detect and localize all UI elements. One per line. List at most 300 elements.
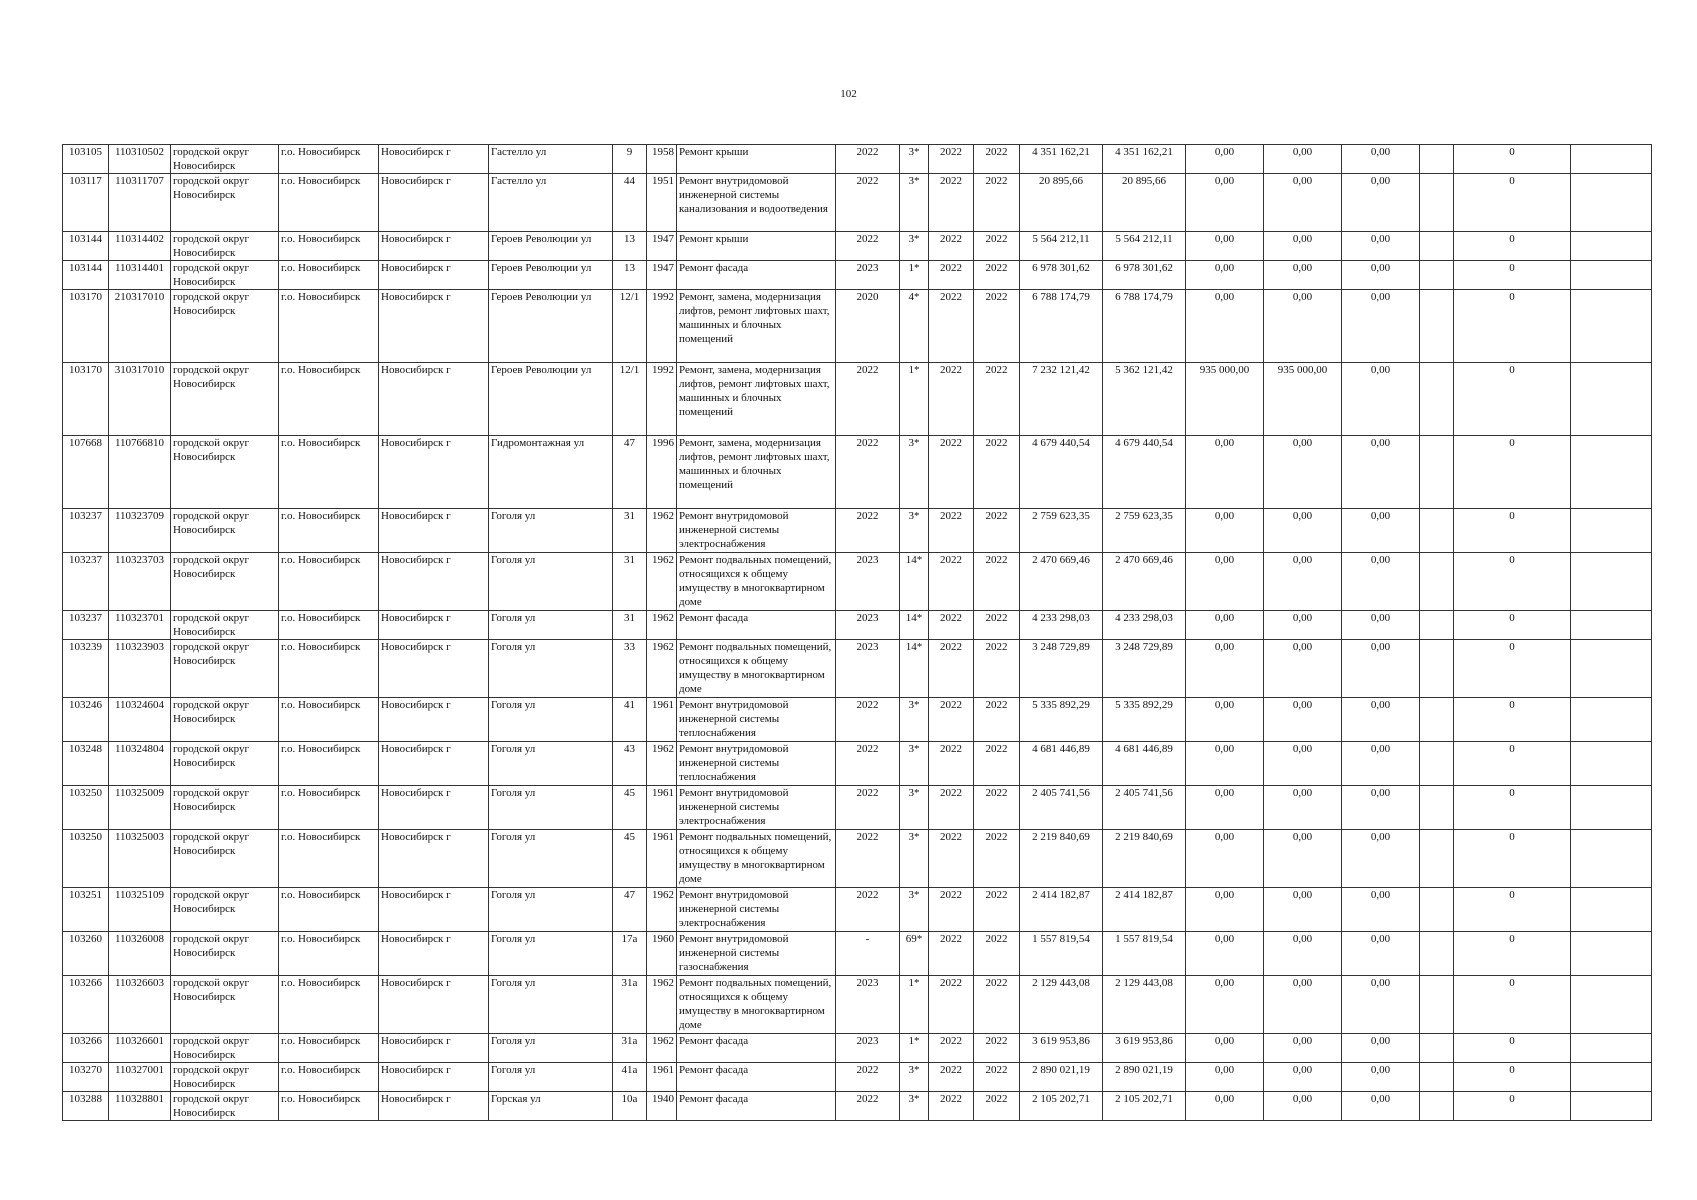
cell-year-end: 2022 [974, 786, 1020, 830]
cell-city: Новосибирск г [379, 1034, 489, 1063]
cell-total-cost: 2 759 623,35 [1020, 509, 1103, 553]
cell-extra-value-1 [1420, 290, 1454, 363]
cell-year-start: 2022 [929, 1034, 974, 1063]
cell-street: Гоголя ул [489, 553, 613, 611]
cell-street: Гоголя ул [489, 509, 613, 553]
cell-street: Гоголя ул [489, 698, 613, 742]
cell-extra-value-1 [1420, 786, 1454, 830]
cell-street: Гоголя ул [489, 830, 613, 888]
cell-municipality: городской округ Новосибирск [171, 145, 279, 174]
cell-record-code: 110325003 [109, 830, 171, 888]
cell-settlement: г.о. Новосибирск [279, 830, 379, 888]
cell-build-year: 1961 [647, 786, 677, 830]
cell-year-start: 2022 [929, 888, 974, 932]
cell-year-start: 2022 [929, 1092, 974, 1121]
cell-work-type: Ремонт внутридомовой инженерной системы электроснабжения [677, 888, 836, 932]
cell-municipality: городской округ Новосибирск [171, 1092, 279, 1121]
cell-municipality: городской округ Новосибирск [171, 742, 279, 786]
table-row [63, 830, 1652, 888]
cell-fund-cost: 4 233 298,03 [1103, 611, 1186, 640]
table-row [63, 232, 1652, 261]
cell-plan-year: 2022 [836, 698, 900, 742]
cell-total-cost: 2 470 669,46 [1020, 553, 1103, 611]
cell-priority: 14* [900, 553, 929, 611]
cell-extra-value-1 [1420, 698, 1454, 742]
cell-extra-value-2: 0 [1454, 145, 1571, 174]
cell-street: Гоголя ул [489, 976, 613, 1034]
cell-budget-value-3: 0,00 [1342, 698, 1420, 742]
cell-work-type: Ремонт крыши [677, 145, 836, 174]
cell-fund-cost: 2 105 202,71 [1103, 1092, 1186, 1121]
cell-budget-value-3: 0,00 [1342, 786, 1420, 830]
cell-extra-value-3 [1571, 1034, 1652, 1063]
cell-fund-cost: 6 978 301,62 [1103, 261, 1186, 290]
cell-fund-cost: 2 759 623,35 [1103, 509, 1186, 553]
table-row [63, 611, 1652, 640]
cell-city: Новосибирск г [379, 509, 489, 553]
cell-municipality: городской округ Новосибирск [171, 976, 279, 1034]
cell-street: Героев Революции ул [489, 363, 613, 436]
cell-plan-year: 2023 [836, 553, 900, 611]
cell-record-code: 110324804 [109, 742, 171, 786]
cell-build-year: 1962 [647, 640, 677, 698]
cell-house-number: 13 [613, 232, 647, 261]
cell-year-end: 2022 [974, 932, 1020, 976]
table-row [63, 640, 1652, 698]
cell-record-code: 110314401 [109, 261, 171, 290]
cell-street: Гастелло ул [489, 145, 613, 174]
cell-extra-value-2: 0 [1454, 932, 1571, 976]
cell-budget-value-3: 0,00 [1342, 509, 1420, 553]
cell-priority: 14* [900, 611, 929, 640]
cell-plan-year: 2022 [836, 1063, 900, 1092]
cell-extra-value-2: 0 [1454, 290, 1571, 363]
cell-municipality: городской округ Новосибирск [171, 436, 279, 509]
cell-settlement: г.о. Новосибирск [279, 932, 379, 976]
cell-record-id: 103237 [63, 509, 109, 553]
cell-extra-value-3 [1571, 261, 1652, 290]
cell-budget-value-3: 0,00 [1342, 145, 1420, 174]
cell-budget-value-1: 0,00 [1186, 830, 1264, 888]
cell-settlement: г.о. Новосибирск [279, 436, 379, 509]
cell-budget-value-1: 935 000,00 [1186, 363, 1264, 436]
table-body [63, 145, 1652, 1121]
cell-budget-value-3: 0,00 [1342, 261, 1420, 290]
cell-budget-value-2: 0,00 [1264, 698, 1342, 742]
cell-city: Новосибирск г [379, 976, 489, 1034]
cell-total-cost: 3 248 729,89 [1020, 640, 1103, 698]
cell-fund-cost: 5 564 212,11 [1103, 232, 1186, 261]
cell-work-type: Ремонт фасада [677, 1034, 836, 1063]
cell-build-year: 1947 [647, 232, 677, 261]
cell-fund-cost: 4 679 440,54 [1103, 436, 1186, 509]
cell-house-number: 31 [613, 553, 647, 611]
cell-year-end: 2022 [974, 145, 1020, 174]
cell-city: Новосибирск г [379, 261, 489, 290]
cell-plan-year: 2022 [836, 436, 900, 509]
cell-record-code: 110314402 [109, 232, 171, 261]
cell-total-cost: 6 788 174,79 [1020, 290, 1103, 363]
cell-budget-value-1: 0,00 [1186, 742, 1264, 786]
cell-year-start: 2022 [929, 1063, 974, 1092]
cell-year-end: 2022 [974, 698, 1020, 742]
cell-year-end: 2022 [974, 742, 1020, 786]
cell-city: Новосибирск г [379, 1092, 489, 1121]
cell-budget-value-3: 0,00 [1342, 232, 1420, 261]
cell-budget-value-2: 0,00 [1264, 174, 1342, 232]
cell-extra-value-1 [1420, 174, 1454, 232]
cell-year-start: 2022 [929, 509, 974, 553]
cell-total-cost: 6 978 301,62 [1020, 261, 1103, 290]
cell-extra-value-3 [1571, 290, 1652, 363]
cell-record-id: 103237 [63, 611, 109, 640]
cell-extra-value-2: 0 [1454, 174, 1571, 232]
cell-priority: 3* [900, 1092, 929, 1121]
cell-plan-year: 2022 [836, 742, 900, 786]
cell-year-end: 2022 [974, 553, 1020, 611]
cell-budget-value-3: 0,00 [1342, 830, 1420, 888]
cell-build-year: 1962 [647, 976, 677, 1034]
cell-record-id: 103250 [63, 786, 109, 830]
cell-extra-value-1 [1420, 976, 1454, 1034]
cell-municipality: городской округ Новосибирск [171, 290, 279, 363]
table-row [63, 742, 1652, 786]
cell-plan-year: 2023 [836, 976, 900, 1034]
cell-extra-value-1 [1420, 261, 1454, 290]
cell-priority: 3* [900, 1063, 929, 1092]
cell-extra-value-2: 0 [1454, 436, 1571, 509]
cell-municipality: городской округ Новосибирск [171, 1063, 279, 1092]
cell-house-number: 41а [613, 1063, 647, 1092]
cell-year-start: 2022 [929, 640, 974, 698]
cell-street: Гоголя ул [489, 611, 613, 640]
cell-budget-value-2: 0,00 [1264, 232, 1342, 261]
cell-priority: 3* [900, 232, 929, 261]
cell-city: Новосибирск г [379, 174, 489, 232]
cell-year-start: 2022 [929, 742, 974, 786]
cell-budget-value-2: 0,00 [1264, 888, 1342, 932]
cell-house-number: 13 [613, 261, 647, 290]
cell-budget-value-3: 0,00 [1342, 611, 1420, 640]
cell-extra-value-1 [1420, 932, 1454, 976]
cell-year-start: 2022 [929, 363, 974, 436]
cell-extra-value-1 [1420, 742, 1454, 786]
cell-budget-value-2: 0,00 [1264, 509, 1342, 553]
table-row [63, 1092, 1652, 1121]
cell-record-code: 110310502 [109, 145, 171, 174]
cell-total-cost: 5 335 892,29 [1020, 698, 1103, 742]
cell-build-year: 1962 [647, 509, 677, 553]
cell-extra-value-2: 0 [1454, 611, 1571, 640]
cell-priority: 3* [900, 698, 929, 742]
cell-budget-value-2: 0,00 [1264, 1063, 1342, 1092]
cell-build-year: 1962 [647, 553, 677, 611]
cell-extra-value-3 [1571, 611, 1652, 640]
cell-budget-value-1: 0,00 [1186, 174, 1264, 232]
cell-build-year: 1951 [647, 174, 677, 232]
cell-year-start: 2022 [929, 553, 974, 611]
cell-build-year: 1960 [647, 932, 677, 976]
cell-street: Гоголя ул [489, 888, 613, 932]
cell-settlement: г.о. Новосибирск [279, 232, 379, 261]
table-row [63, 1063, 1652, 1092]
cell-extra-value-1 [1420, 830, 1454, 888]
table-row [63, 1034, 1652, 1063]
cell-budget-value-2: 0,00 [1264, 932, 1342, 976]
cell-extra-value-1 [1420, 509, 1454, 553]
cell-extra-value-3 [1571, 698, 1652, 742]
cell-budget-value-1: 0,00 [1186, 976, 1264, 1034]
cell-budget-value-1: 0,00 [1186, 611, 1264, 640]
cell-city: Новосибирск г [379, 611, 489, 640]
cell-total-cost: 2 219 840,69 [1020, 830, 1103, 888]
cell-year-end: 2022 [974, 830, 1020, 888]
cell-city: Новосибирск г [379, 145, 489, 174]
cell-work-type: Ремонт внутридомовой инженерной системы канализования и водоотведения [677, 174, 836, 232]
cell-extra-value-1 [1420, 888, 1454, 932]
cell-house-number: 44 [613, 174, 647, 232]
cell-municipality: городской округ Новосибирск [171, 363, 279, 436]
cell-house-number: 10а [613, 1092, 647, 1121]
cell-priority: 3* [900, 786, 929, 830]
cell-work-type: Ремонт внутридомовой инженерной системы теплоснабжения [677, 742, 836, 786]
cell-house-number: 31а [613, 1034, 647, 1063]
cell-work-type: Ремонт фасада [677, 1063, 836, 1092]
cell-record-id: 103144 [63, 261, 109, 290]
cell-total-cost: 4 679 440,54 [1020, 436, 1103, 509]
cell-house-number: 12/1 [613, 290, 647, 363]
cell-extra-value-2: 0 [1454, 553, 1571, 611]
cell-budget-value-2: 0,00 [1264, 976, 1342, 1034]
cell-record-code: 210317010 [109, 290, 171, 363]
cell-record-id: 103266 [63, 976, 109, 1034]
cell-total-cost: 20 895,66 [1020, 174, 1103, 232]
cell-budget-value-1: 0,00 [1186, 786, 1264, 830]
table-row [63, 553, 1652, 611]
cell-priority: 4* [900, 290, 929, 363]
cell-budget-value-2: 0,00 [1264, 436, 1342, 509]
cell-settlement: г.о. Новосибирск [279, 174, 379, 232]
cell-municipality: городской округ Новосибирск [171, 509, 279, 553]
cell-settlement: г.о. Новосибирск [279, 611, 379, 640]
cell-year-end: 2022 [974, 290, 1020, 363]
cell-extra-value-2: 0 [1454, 261, 1571, 290]
cell-street: Героев Революции ул [489, 290, 613, 363]
cell-city: Новосибирск г [379, 786, 489, 830]
cell-budget-value-1: 0,00 [1186, 232, 1264, 261]
cell-plan-year: 2023 [836, 1034, 900, 1063]
cell-city: Новосибирск г [379, 640, 489, 698]
cell-record-code: 110326601 [109, 1034, 171, 1063]
cell-work-type: Ремонт подвальных помещений, относящихся к общему имуществу в многоквартирном доме [677, 640, 836, 698]
cell-total-cost: 7 232 121,42 [1020, 363, 1103, 436]
cell-budget-value-3: 0,00 [1342, 174, 1420, 232]
cell-plan-year: 2023 [836, 611, 900, 640]
cell-year-end: 2022 [974, 436, 1020, 509]
cell-extra-value-1 [1420, 553, 1454, 611]
cell-extra-value-3 [1571, 174, 1652, 232]
cell-year-end: 2022 [974, 1034, 1020, 1063]
cell-plan-year: - [836, 932, 900, 976]
cell-extra-value-2: 0 [1454, 640, 1571, 698]
cell-settlement: г.о. Новосибирск [279, 509, 379, 553]
cell-street: Гоголя ул [489, 786, 613, 830]
cell-year-end: 2022 [974, 640, 1020, 698]
cell-record-id: 103246 [63, 698, 109, 742]
cell-record-code: 110328801 [109, 1092, 171, 1121]
cell-year-end: 2022 [974, 174, 1020, 232]
cell-year-start: 2022 [929, 261, 974, 290]
cell-fund-cost: 20 895,66 [1103, 174, 1186, 232]
cell-street: Гастелло ул [489, 174, 613, 232]
cell-extra-value-2: 0 [1454, 509, 1571, 553]
cell-record-code: 110325109 [109, 888, 171, 932]
cell-year-end: 2022 [974, 1063, 1020, 1092]
cell-record-id: 103239 [63, 640, 109, 698]
cell-budget-value-3: 0,00 [1342, 436, 1420, 509]
cell-budget-value-1: 0,00 [1186, 553, 1264, 611]
cell-record-id: 103170 [63, 363, 109, 436]
cell-city: Новосибирск г [379, 290, 489, 363]
cell-fund-cost: 2 890 021,19 [1103, 1063, 1186, 1092]
cell-budget-value-3: 0,00 [1342, 553, 1420, 611]
cell-record-code: 110323903 [109, 640, 171, 698]
cell-build-year: 1947 [647, 261, 677, 290]
cell-budget-value-1: 0,00 [1186, 509, 1264, 553]
cell-extra-value-2: 0 [1454, 363, 1571, 436]
cell-record-id: 103170 [63, 290, 109, 363]
table-row [63, 145, 1652, 174]
cell-extra-value-1 [1420, 363, 1454, 436]
cell-work-type: Ремонт подвальных помещений, относящихся к общему имуществу в многоквартирном доме [677, 553, 836, 611]
cell-house-number: 43 [613, 742, 647, 786]
cell-house-number: 12/1 [613, 363, 647, 436]
cell-settlement: г.о. Новосибирск [279, 145, 379, 174]
cell-record-id: 103105 [63, 145, 109, 174]
cell-build-year: 1962 [647, 1034, 677, 1063]
cell-extra-value-1 [1420, 436, 1454, 509]
cell-extra-value-3 [1571, 1092, 1652, 1121]
cell-year-start: 2022 [929, 290, 974, 363]
cell-work-type: Ремонт внутридомовой инженерной системы электроснабжения [677, 509, 836, 553]
cell-record-code: 110326008 [109, 932, 171, 976]
cell-budget-value-2: 0,00 [1264, 786, 1342, 830]
cell-budget-value-1: 0,00 [1186, 436, 1264, 509]
cell-house-number: 47 [613, 888, 647, 932]
cell-budget-value-3: 0,00 [1342, 363, 1420, 436]
capital-repair-table [62, 144, 1652, 1121]
cell-extra-value-3 [1571, 786, 1652, 830]
cell-work-type: Ремонт, замена, модернизация лифтов, ремонт лифтовых шахт, машинных и блочных помещений [677, 290, 836, 363]
cell-budget-value-1: 0,00 [1186, 1063, 1264, 1092]
cell-municipality: городской округ Новосибирск [171, 830, 279, 888]
cell-city: Новосибирск г [379, 1063, 489, 1092]
cell-extra-value-1 [1420, 611, 1454, 640]
cell-plan-year: 2022 [836, 174, 900, 232]
cell-budget-value-2: 0,00 [1264, 145, 1342, 174]
cell-municipality: городской округ Новосибирск [171, 698, 279, 742]
cell-settlement: г.о. Новосибирск [279, 742, 379, 786]
cell-budget-value-1: 0,00 [1186, 932, 1264, 976]
cell-extra-value-3 [1571, 509, 1652, 553]
cell-budget-value-1: 0,00 [1186, 1034, 1264, 1063]
table-row [63, 976, 1652, 1034]
cell-extra-value-3 [1571, 436, 1652, 509]
cell-plan-year: 2022 [836, 786, 900, 830]
cell-extra-value-1 [1420, 145, 1454, 174]
cell-municipality: городской округ Новосибирск [171, 232, 279, 261]
cell-record-id: 103248 [63, 742, 109, 786]
cell-priority: 3* [900, 830, 929, 888]
cell-year-end: 2022 [974, 509, 1020, 553]
cell-extra-value-2: 0 [1454, 232, 1571, 261]
cell-budget-value-3: 0,00 [1342, 1063, 1420, 1092]
cell-extra-value-2: 0 [1454, 976, 1571, 1034]
cell-priority: 3* [900, 509, 929, 553]
cell-fund-cost: 1 557 819,54 [1103, 932, 1186, 976]
cell-settlement: г.о. Новосибирск [279, 1063, 379, 1092]
cell-build-year: 1961 [647, 698, 677, 742]
cell-record-id: 103250 [63, 830, 109, 888]
cell-record-code: 110327001 [109, 1063, 171, 1092]
cell-fund-cost: 2 414 182,87 [1103, 888, 1186, 932]
cell-priority: 69* [900, 932, 929, 976]
table-row [63, 888, 1652, 932]
cell-city: Новосибирск г [379, 888, 489, 932]
cell-street: Горская ул [489, 1092, 613, 1121]
cell-municipality: городской округ Новосибирск [171, 888, 279, 932]
cell-house-number: 31 [613, 509, 647, 553]
cell-priority: 3* [900, 436, 929, 509]
cell-plan-year: 2023 [836, 261, 900, 290]
cell-house-number: 17а [613, 932, 647, 976]
cell-fund-cost: 6 788 174,79 [1103, 290, 1186, 363]
cell-street: Гоголя ул [489, 1063, 613, 1092]
cell-city: Новосибирск г [379, 232, 489, 261]
cell-plan-year: 2022 [836, 888, 900, 932]
cell-record-id: 103266 [63, 1034, 109, 1063]
cell-build-year: 1961 [647, 1063, 677, 1092]
cell-city: Новосибирск г [379, 553, 489, 611]
cell-total-cost: 2 105 202,71 [1020, 1092, 1103, 1121]
cell-street: Гидромонтажная ул [489, 436, 613, 509]
cell-year-end: 2022 [974, 888, 1020, 932]
cell-extra-value-3 [1571, 888, 1652, 932]
cell-extra-value-3 [1571, 1063, 1652, 1092]
cell-settlement: г.о. Новосибирск [279, 640, 379, 698]
cell-build-year: 1962 [647, 742, 677, 786]
page-number: 102 [840, 88, 857, 100]
cell-extra-value-3 [1571, 145, 1652, 174]
cell-work-type: Ремонт внутридомовой инженерной системы теплоснабжения [677, 698, 836, 742]
table-row [63, 290, 1652, 363]
cell-priority: 3* [900, 145, 929, 174]
cell-city: Новосибирск г [379, 932, 489, 976]
table-row [63, 698, 1652, 742]
cell-house-number: 45 [613, 830, 647, 888]
cell-municipality: городской округ Новосибирск [171, 611, 279, 640]
cell-extra-value-3 [1571, 976, 1652, 1034]
cell-extra-value-3 [1571, 363, 1652, 436]
cell-year-start: 2022 [929, 698, 974, 742]
cell-extra-value-3 [1571, 640, 1652, 698]
cell-record-id: 103288 [63, 1092, 109, 1121]
cell-budget-value-1: 0,00 [1186, 261, 1264, 290]
cell-budget-value-1: 0,00 [1186, 290, 1264, 363]
cell-budget-value-1: 0,00 [1186, 145, 1264, 174]
cell-settlement: г.о. Новосибирск [279, 290, 379, 363]
cell-record-code: 110326603 [109, 976, 171, 1034]
